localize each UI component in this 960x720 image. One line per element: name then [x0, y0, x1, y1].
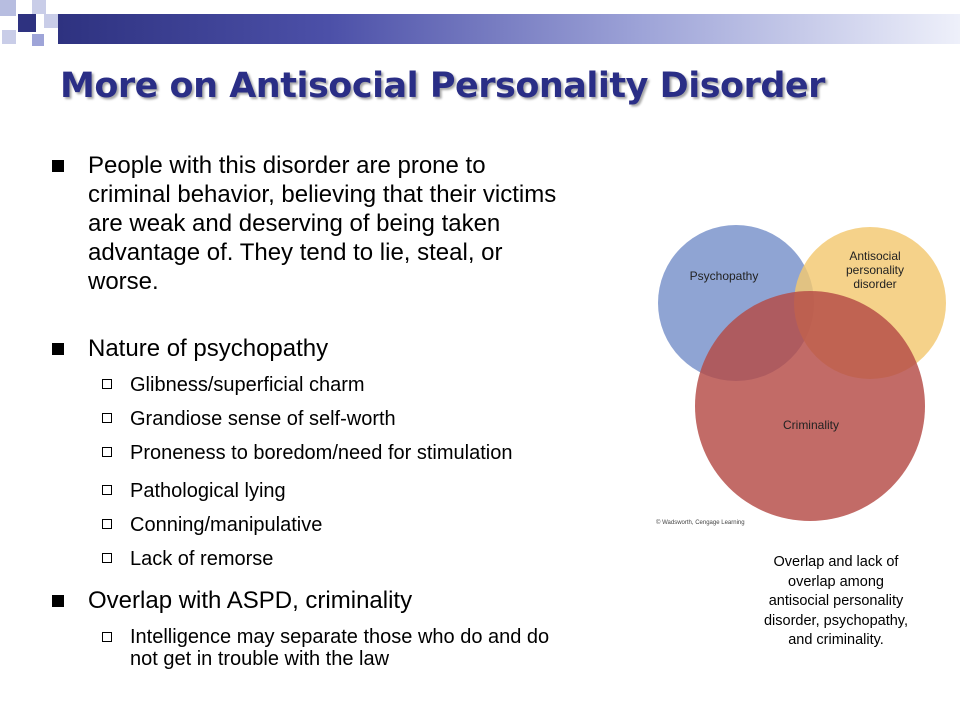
sub-bullet-text: Conning/manipulative [130, 514, 323, 536]
copyright-credit: © Wadsworth, Cengage Learning [656, 520, 745, 526]
sub-bullet-text: Grandiose sense of self-worth [130, 408, 396, 430]
text-line: are weak and deserving of being taken [88, 210, 501, 237]
hollow-square-icon [102, 485, 112, 495]
criminality-label: Criminality [782, 418, 840, 432]
sub-bullet-text: Glibness/superficial charm [130, 374, 365, 396]
text-line: worse. [88, 268, 159, 295]
caption-line: Overlap and lack of [773, 554, 899, 570]
hollow-square-icon [102, 413, 112, 423]
hollow-square-icon [102, 447, 112, 457]
aspd-label-line: disorder [853, 277, 897, 291]
hollow-square-icon [102, 632, 112, 642]
banner-square [0, 0, 16, 16]
bullet-text: Nature of psychopathy [88, 335, 329, 362]
caption-line: disorder, psychopathy, [763, 612, 908, 629]
sub-bullet-text: Pathological lying [130, 480, 286, 502]
criminality-circle [695, 291, 925, 521]
sub-bullet-text: Proneness to boredom/need for stimulation [130, 442, 513, 464]
banner-gradient-bar [58, 14, 960, 44]
hollow-square-icon [102, 519, 112, 529]
caption-line: and criminality. [788, 632, 884, 649]
text-line: People with this disorder are prone to [88, 152, 486, 179]
bullet-text [88, 151, 728, 296]
banner-square [2, 30, 16, 44]
banner-square [32, 34, 44, 46]
bullet-square-icon [52, 343, 64, 355]
slide-title: More on Antisocial Personality Disorder [60, 66, 825, 106]
sub-bullet-text: Lack of remorse [130, 548, 274, 570]
banner-square [32, 0, 46, 14]
venn-diagram [652, 218, 956, 530]
text-line: not get in trouble with the law [130, 648, 390, 670]
header-banner [0, 0, 960, 56]
aspd-label-line: personality [845, 263, 905, 277]
hollow-square-icon [102, 379, 112, 389]
text-line: criminal behavior, believing that their victims [88, 181, 557, 208]
figure-caption [716, 553, 956, 651]
bullet-square-icon [52, 160, 64, 172]
aspd-label-line: Antisocial [849, 249, 901, 263]
bullet-square-icon [52, 595, 64, 607]
banner-square [44, 14, 58, 28]
sub-bullet-text [130, 626, 549, 670]
hollow-square-icon [102, 553, 112, 563]
text-line: advantage of. They tend to lie, steal, or [88, 239, 503, 266]
bullet-text: Overlap with ASPD, criminality [88, 587, 413, 614]
caption-line: antisocial personality [768, 593, 904, 610]
text-line: Intelligence may separate those who do and do [130, 626, 550, 648]
caption-line: overlap among [788, 573, 884, 590]
psychopathy-label: Psychopathy [689, 269, 759, 283]
banner-square [18, 14, 36, 32]
